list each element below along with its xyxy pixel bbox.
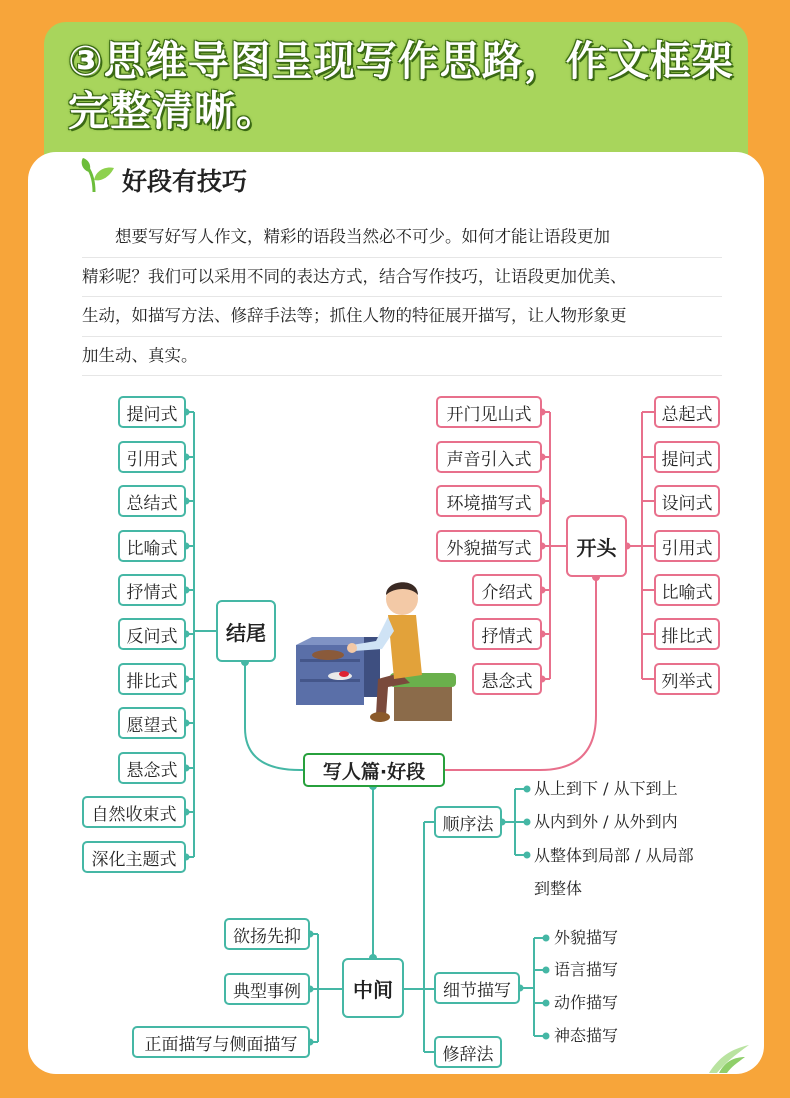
ending-item: 抒情式 (118, 574, 186, 606)
detail-item: 外貌描写 (554, 928, 619, 947)
opening-item: 介绍式 (472, 574, 542, 606)
opening-item: 列举式 (654, 663, 720, 695)
ending-item: 提问式 (118, 396, 186, 428)
ending-hub: 结尾 (216, 600, 276, 662)
detail-item: 神态描写 (554, 1026, 619, 1045)
middle-item: 欲扬先抑 (224, 918, 310, 950)
intro-line: 生动，如描写方法、修辞手法等；抓住人物的特征展开描写，让人物形象更 (82, 297, 722, 337)
ending-item: 比喻式 (118, 530, 186, 562)
opening-item: 设问式 (654, 485, 720, 517)
order-item: 从内到外 / 从外到内 (534, 812, 678, 831)
opening-item: 声音引入式 (436, 441, 542, 473)
boy-shoe-rack-illustration (290, 575, 470, 725)
opening-item: 比喻式 (654, 574, 720, 606)
middle-hub: 中间 (342, 958, 404, 1018)
header-title: ③思维导图呈现写作思路，作文框架完整清晰。 (68, 37, 734, 135)
intro-line: 加生动、真实。 (82, 337, 722, 377)
detail-item: 动作描写 (554, 993, 619, 1012)
ending-item: 总结式 (118, 485, 186, 517)
middle-item: 典型事例 (224, 973, 310, 1005)
ending-item: 引用式 (118, 441, 186, 473)
ending-item: 排比式 (118, 663, 186, 695)
opening-item: 提问式 (654, 441, 720, 473)
opening-item: 外貌描写式 (436, 530, 542, 562)
ending-item: 悬念式 (118, 752, 186, 784)
order-item: 从上到下 / 从下到上 (534, 779, 678, 798)
intro-line: 精彩呢？我们可以采用不同的表达方式，结合写作技巧，让语段更加优美、 (82, 258, 722, 298)
opening-item: 开门见山式 (436, 396, 542, 428)
order-node: 顺序法 (434, 806, 502, 838)
section-title: 好段有技巧 (122, 167, 248, 196)
ending-item: 反问式 (118, 618, 186, 650)
ending-item: 深化主题式 (82, 841, 186, 873)
ending-item: 愿望式 (118, 707, 186, 739)
grass-icon (705, 1035, 753, 1075)
opening-item: 悬念式 (472, 663, 542, 695)
opening-item: 总起式 (654, 396, 720, 428)
middle-item: 正面描写与侧面描写 (132, 1026, 310, 1058)
opening-item: 环境描写式 (436, 485, 542, 517)
detail-node: 细节描写 (434, 972, 520, 1004)
opening-hub: 开头 (566, 515, 627, 577)
center-node: 写人篇·好段 (303, 753, 445, 787)
opening-item: 引用式 (654, 530, 720, 562)
order-item: 从整体到局部 / 从局部到整体 (534, 846, 694, 898)
ending-item: 自然收束式 (82, 796, 186, 828)
detail-item: 语言描写 (554, 960, 619, 979)
rhetoric-node: 修辞法 (434, 1036, 502, 1068)
opening-item: 抒情式 (472, 618, 542, 650)
opening-item: 排比式 (654, 618, 720, 650)
intro-line: 想要写好写人作文，精彩的语段当然必不可少。如何才能让语段更加 (82, 218, 722, 258)
